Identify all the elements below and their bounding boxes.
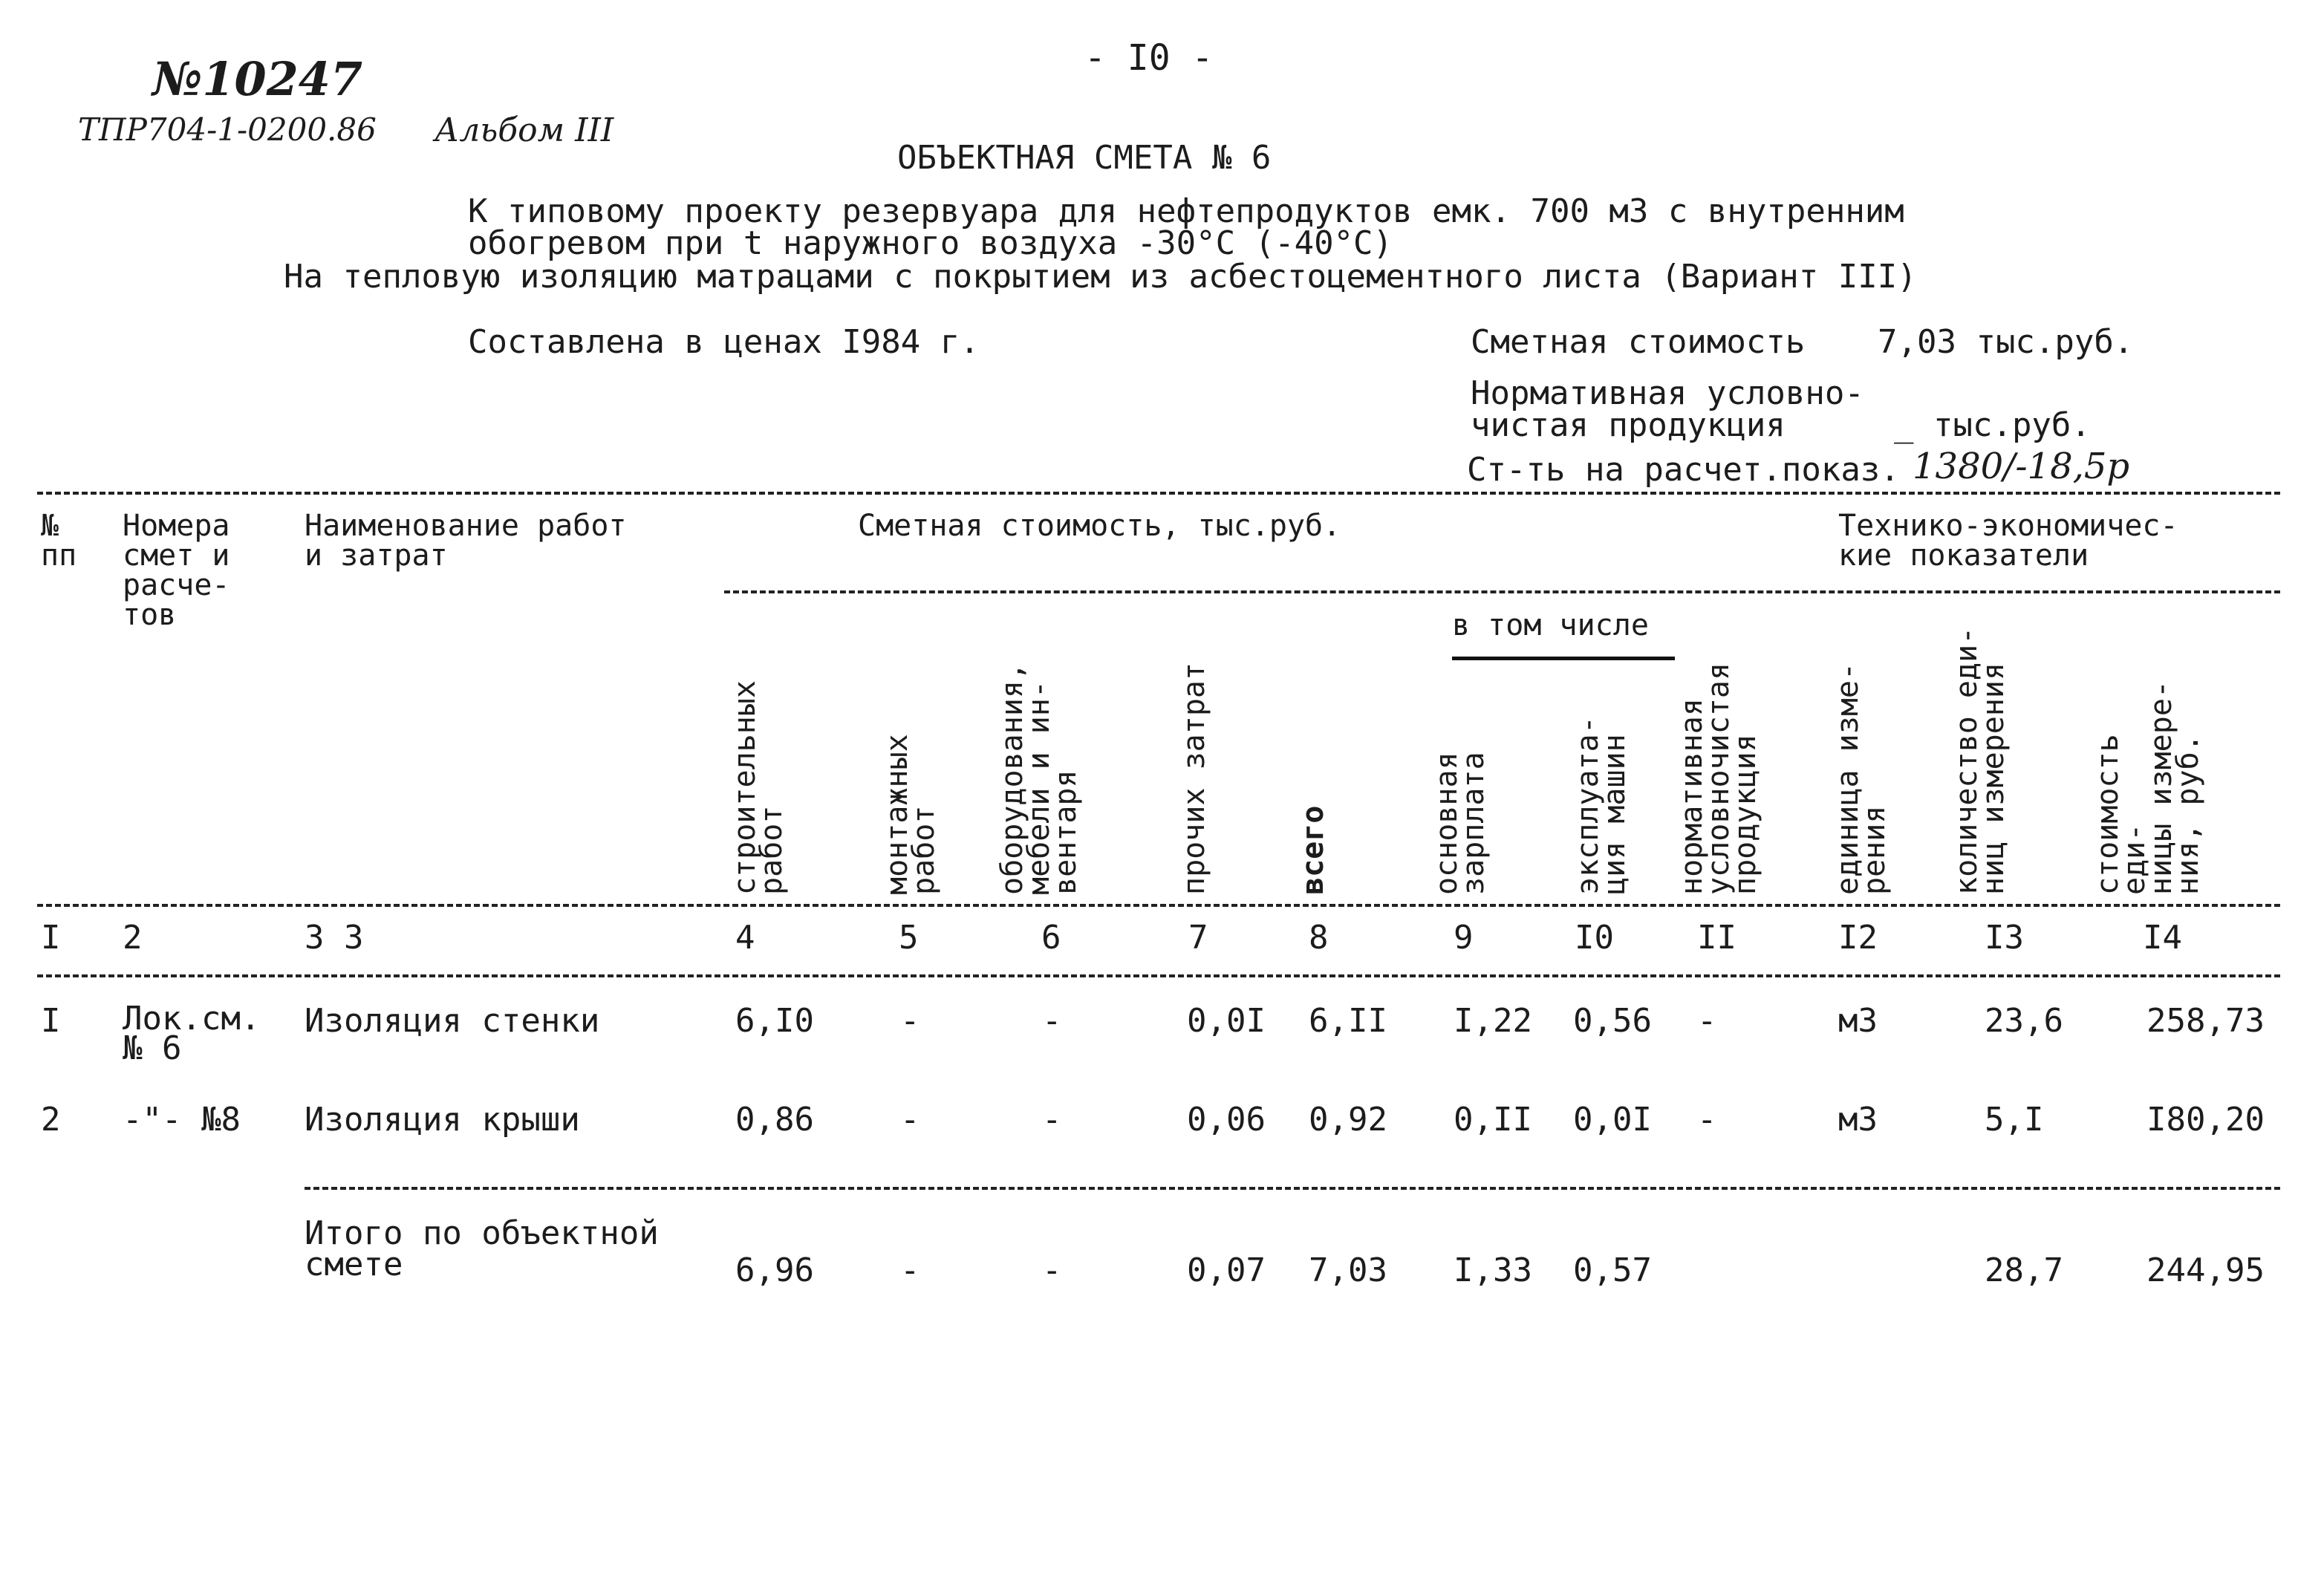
totals-unit-cost: 244,95: [2146, 1251, 2265, 1289]
header-installation-works: монтажных работ: [880, 734, 941, 895]
row-unit: м3: [1838, 1101, 1878, 1139]
header-base-salary: основная зарплата: [1430, 752, 1491, 895]
project-code: ТПР704-1-0200.86: [78, 111, 377, 148]
row-salary: 0,II: [1454, 1101, 1532, 1139]
col-num-2: 2: [123, 919, 143, 957]
totals-equipment: -: [1042, 1251, 1062, 1289]
header-machine-operation: эксплуата- ция машин: [1571, 716, 1632, 895]
col-num-11: II: [1697, 919, 1737, 957]
row-normative: -: [1697, 1101, 1717, 1139]
estimated-cost-label: Сметная стоимость: [1471, 323, 1806, 361]
row-machines: 0,0I: [1573, 1101, 1652, 1139]
row-work-name: Изоляция стенки: [305, 1002, 600, 1040]
header-estimated-cost-group: Сметная стоимость, тыс.руб.: [858, 509, 1341, 543]
header-other-costs: прочих затрат: [1177, 662, 1211, 895]
row-unit-cost: 258,73: [2146, 1002, 2265, 1040]
totals-other: 0,07: [1187, 1251, 1266, 1289]
header-estimate-refs: Номера смет и расче- тов: [123, 509, 230, 632]
col-num-9: 9: [1454, 919, 1474, 957]
row-construction: 0,86: [735, 1101, 814, 1139]
subtitle-line-2: обогревом при t наружного воздуха -30°С (-40°С): [468, 224, 1393, 262]
row-quantity: 23,6: [1985, 1002, 2063, 1040]
row-equipment: -: [1042, 1002, 1062, 1040]
totals-construction: 6,96: [735, 1251, 814, 1289]
row-installation: -: [900, 1002, 920, 1040]
row-unit-cost: I80,20: [2146, 1101, 2265, 1139]
row-number: I: [41, 1002, 61, 1040]
header-normative-product: нормативная условночистая продукция: [1675, 662, 1762, 895]
col-num-3: 3 3: [305, 919, 364, 957]
column-numbers-rule: [37, 974, 2280, 977]
totals-machines: 0,57: [1573, 1251, 1652, 1289]
row-installation: -: [900, 1101, 920, 1139]
row-unit: м3: [1838, 1002, 1878, 1040]
row-construction: 6,I0: [735, 1002, 814, 1040]
col-num-4: 4: [735, 919, 755, 957]
header-construction-works: строительных работ: [728, 680, 789, 895]
album-label: Альбом III: [434, 111, 614, 149]
col-num-1: I: [41, 919, 61, 957]
totals-quantity: 28,7: [1985, 1251, 2063, 1289]
col-num-13: I3: [1985, 919, 2024, 957]
col-num-10: I0: [1575, 919, 1614, 957]
col-num-14: I4: [2143, 919, 2182, 957]
header-bottom-rule: [37, 904, 2280, 907]
normative-label-1: Нормативная условно-: [1471, 374, 1864, 412]
prices-year: Составлена в ценах I984 г.: [468, 323, 980, 361]
handwritten-number: №10247: [152, 52, 363, 106]
page-number: - I0 -: [1084, 37, 1214, 79]
header-group-rule: [724, 590, 2280, 593]
col-num-7: 7: [1188, 919, 1208, 957]
totals-installation: -: [900, 1251, 920, 1289]
row-machines: 0,56: [1573, 1002, 1652, 1040]
row-salary: I,22: [1454, 1002, 1532, 1040]
totals-salary: I,33: [1454, 1251, 1532, 1289]
calc-label: Ст-ть на расчет.показ.: [1467, 451, 1900, 489]
header-total: всего: [1296, 805, 1330, 895]
header-unit-cost: стоимость еди- ницы измере- ния, руб.: [2091, 680, 2205, 895]
document-title: ОБЪЕКТНАЯ СМЕТА № 6: [897, 139, 1272, 177]
row-total: 0,92: [1309, 1101, 1387, 1139]
totals-total: 7,03: [1309, 1251, 1387, 1289]
row-total: 6,II: [1309, 1002, 1387, 1040]
header-in-total: в том числе: [1452, 608, 1649, 642]
row-other: 0,0I: [1187, 1002, 1266, 1040]
normative-value: _ тыс.руб.: [1894, 406, 2091, 444]
col-num-8: 8: [1309, 919, 1329, 957]
totals-label: Итого по объектной смете: [305, 1214, 659, 1283]
col-num-12: I2: [1838, 919, 1878, 957]
col-num-5: 5: [899, 919, 919, 957]
row-quantity: 5,I: [1985, 1101, 2044, 1139]
row-normative: -: [1697, 1002, 1717, 1040]
header-quantity: количество еди- ниц измерения: [1950, 626, 2011, 895]
header-unit: единица изме- рения: [1831, 662, 1892, 895]
header-number: № пп: [41, 509, 77, 573]
subtitle-line-3: На тепловую изоляцию матрацами с покрытием из асбестоцементного листа (Вариант III): [284, 258, 1917, 296]
header-equipment: оборудования, мебели и ин- вентаря: [995, 662, 1083, 895]
calc-value-handwritten: 1380/-18,5р: [1913, 446, 2130, 487]
subtitle-line-1: К типовому проекту резервуара для нефтепродуктов емк. 700 м3 с внутренним: [468, 192, 1904, 230]
row-estimate-ref: -"- №8: [123, 1101, 241, 1139]
row-equipment: -: [1042, 1101, 1062, 1139]
row-other: 0,06: [1187, 1101, 1266, 1139]
normative-label-2: чистая продукция: [1471, 406, 1786, 444]
header-work-name: Наименование работ и затрат: [305, 509, 627, 573]
table-top-rule: [37, 492, 2280, 495]
in-total-underline: [1452, 657, 1675, 660]
col-num-6: 6: [1041, 919, 1061, 957]
estimated-cost-value: 7,03 тыс.руб.: [1878, 323, 2134, 361]
header-technical-indicators-group: Технико-экономичес- кие показатели: [1838, 509, 2178, 573]
row-estimate-ref: Лок.см. № 6: [123, 1000, 261, 1067]
totals-rule: [305, 1187, 2280, 1190]
row-number: 2: [41, 1101, 61, 1139]
row-work-name: Изоляция крыши: [305, 1101, 580, 1139]
